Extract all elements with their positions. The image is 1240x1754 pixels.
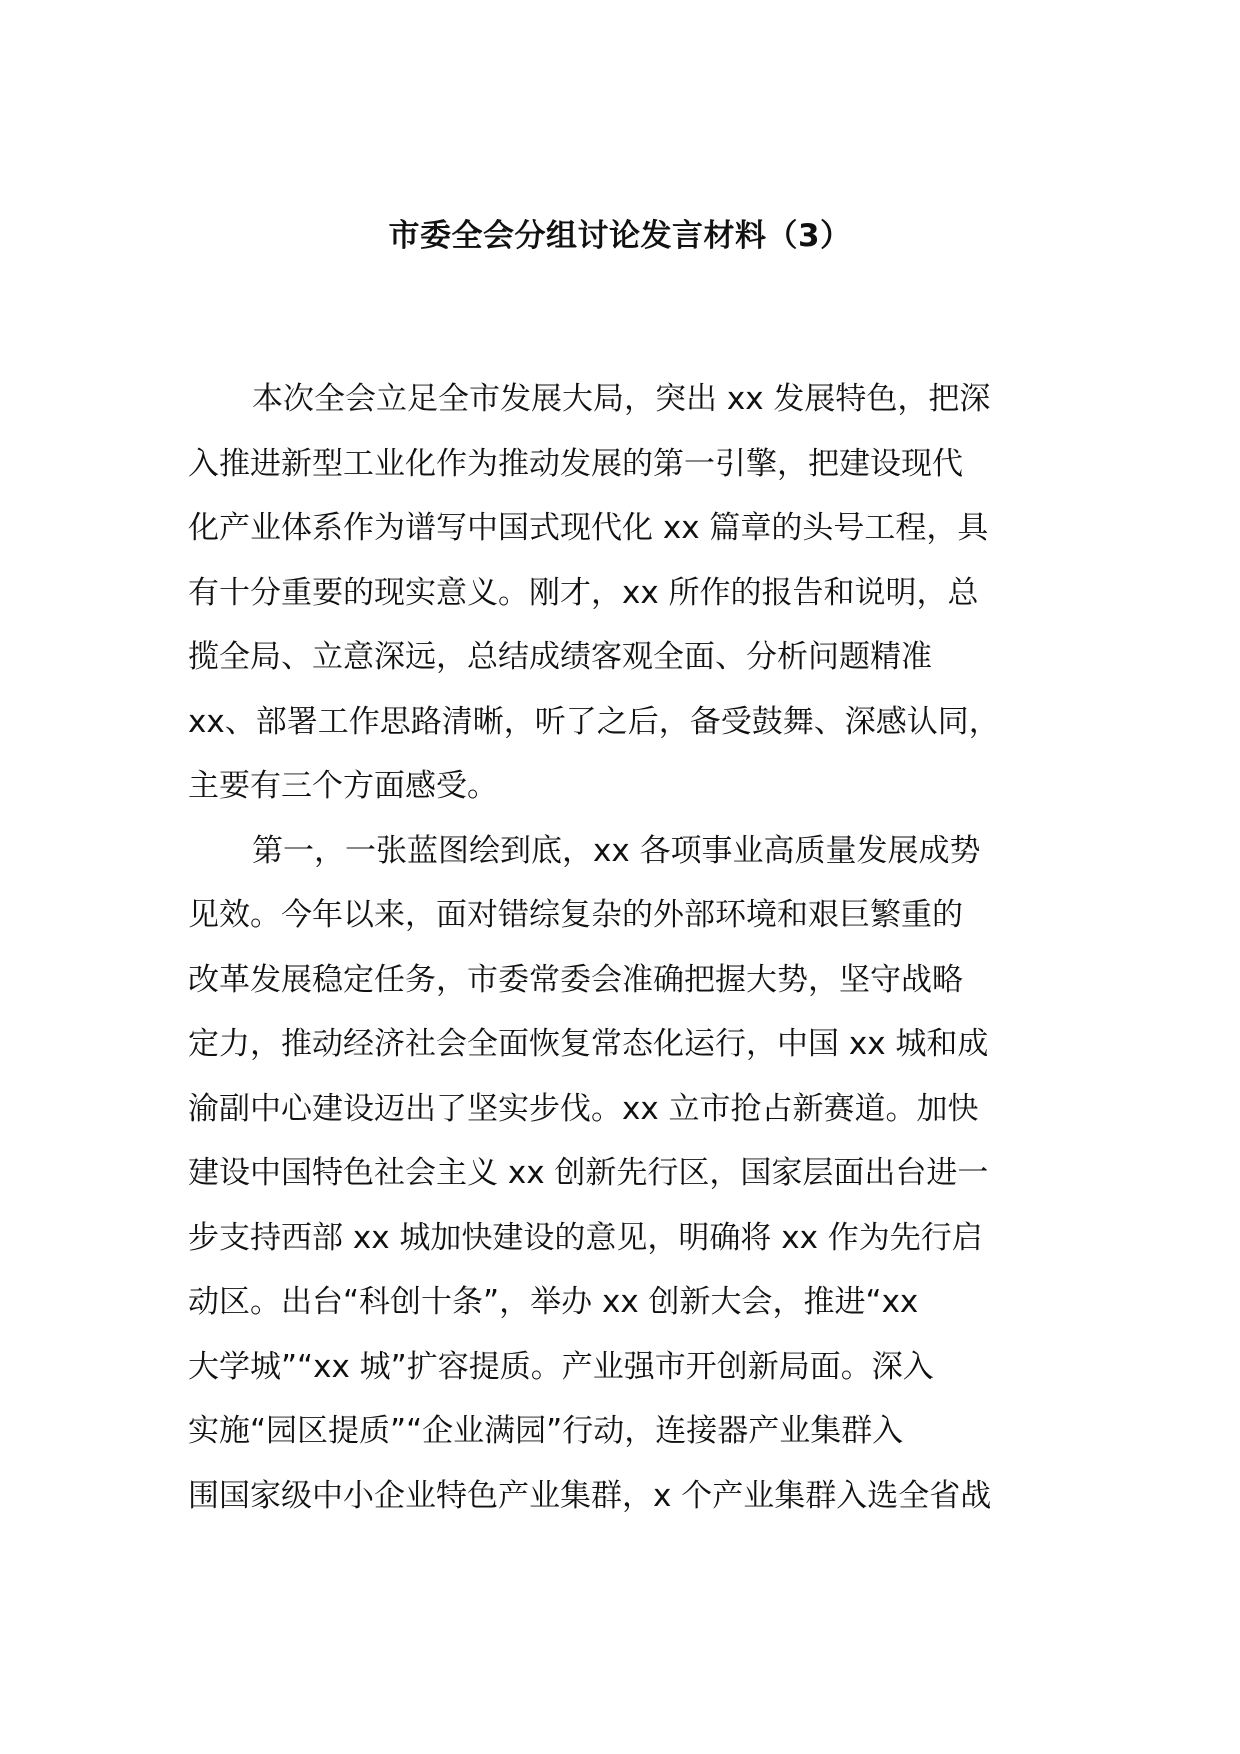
paragraph-2-line-4: 定力，推动经济社会全面恢复常态化运行，中国 xx 城和成: [188, 1026, 989, 1062]
paragraph-1-line-4: 有十分重要的现实意义。刚才，xx 所作的报告和说明，总: [188, 574, 979, 611]
paragraph-2-line-2: 见效。今年以来，面对错综复杂的外部环境和艰巨繁重的: [188, 897, 963, 933]
paragraph-1-line-7: 主要有三个方面感受。: [188, 768, 498, 804]
paragraph-1-line-6: xx、部署工作思路清晰，听了之后，备受鼓舞、深感认同，: [188, 703, 1000, 740]
document-body: [188, 367, 1050, 1528]
paragraph-1-line-2: 入推进新型工业化作为推动发展的第一引擎，把建设现代: [188, 445, 963, 482]
paragraph-2-line-1: 第一，一张蓝图绘到底，xx 各项事业高质量发展成势: [252, 832, 981, 869]
paragraph-1-line-1: 本次全会立足全市发展大局，突出 xx 发展特色，把深: [252, 381, 991, 417]
paragraph-1-line-5: 揽全局、立意深远，总结成绩客观全面、分析问题精准: [188, 639, 932, 675]
paragraph-2-line-7: 步支持西部 xx 城加快建设的意见，明确将 xx 作为先行启: [188, 1219, 983, 1256]
paragraph-2-line-11: 围国家级中小企业特色产业集群，x 个产业集群入选全省战: [188, 1477, 992, 1514]
paragraph-2-line-6: 建设中国特色社会主义 xx 创新先行区，国家层面出台进一: [188, 1155, 989, 1191]
paragraph-2-line-9: 大学城”“xx 城”扩容提质。产业强市开创新局面。深入: [188, 1348, 934, 1385]
paragraph-2-line-5: 渝副中心建设迈出了坚实步伐。xx 立市抢占新赛道。加快: [188, 1090, 979, 1127]
paragraph-1-line-3: 化产业体系作为谱写中国式现代化 xx 篇章的头号工程，具: [188, 510, 989, 546]
document-title: 市委全会分组讨论发言材料（3）: [388, 218, 852, 254]
paragraph-2-line-3: 改革发展稳定任务，市委常委会准确把握大势，坚守战略: [188, 961, 963, 998]
paragraph-2-line-8: 动区。出台“科创十条”，举办 xx 创新大会，推进“xx: [188, 1284, 919, 1320]
paragraph-2-line-10: 实施“园区提质”“企业满园”行动，连接器产业集群入: [188, 1413, 904, 1449]
